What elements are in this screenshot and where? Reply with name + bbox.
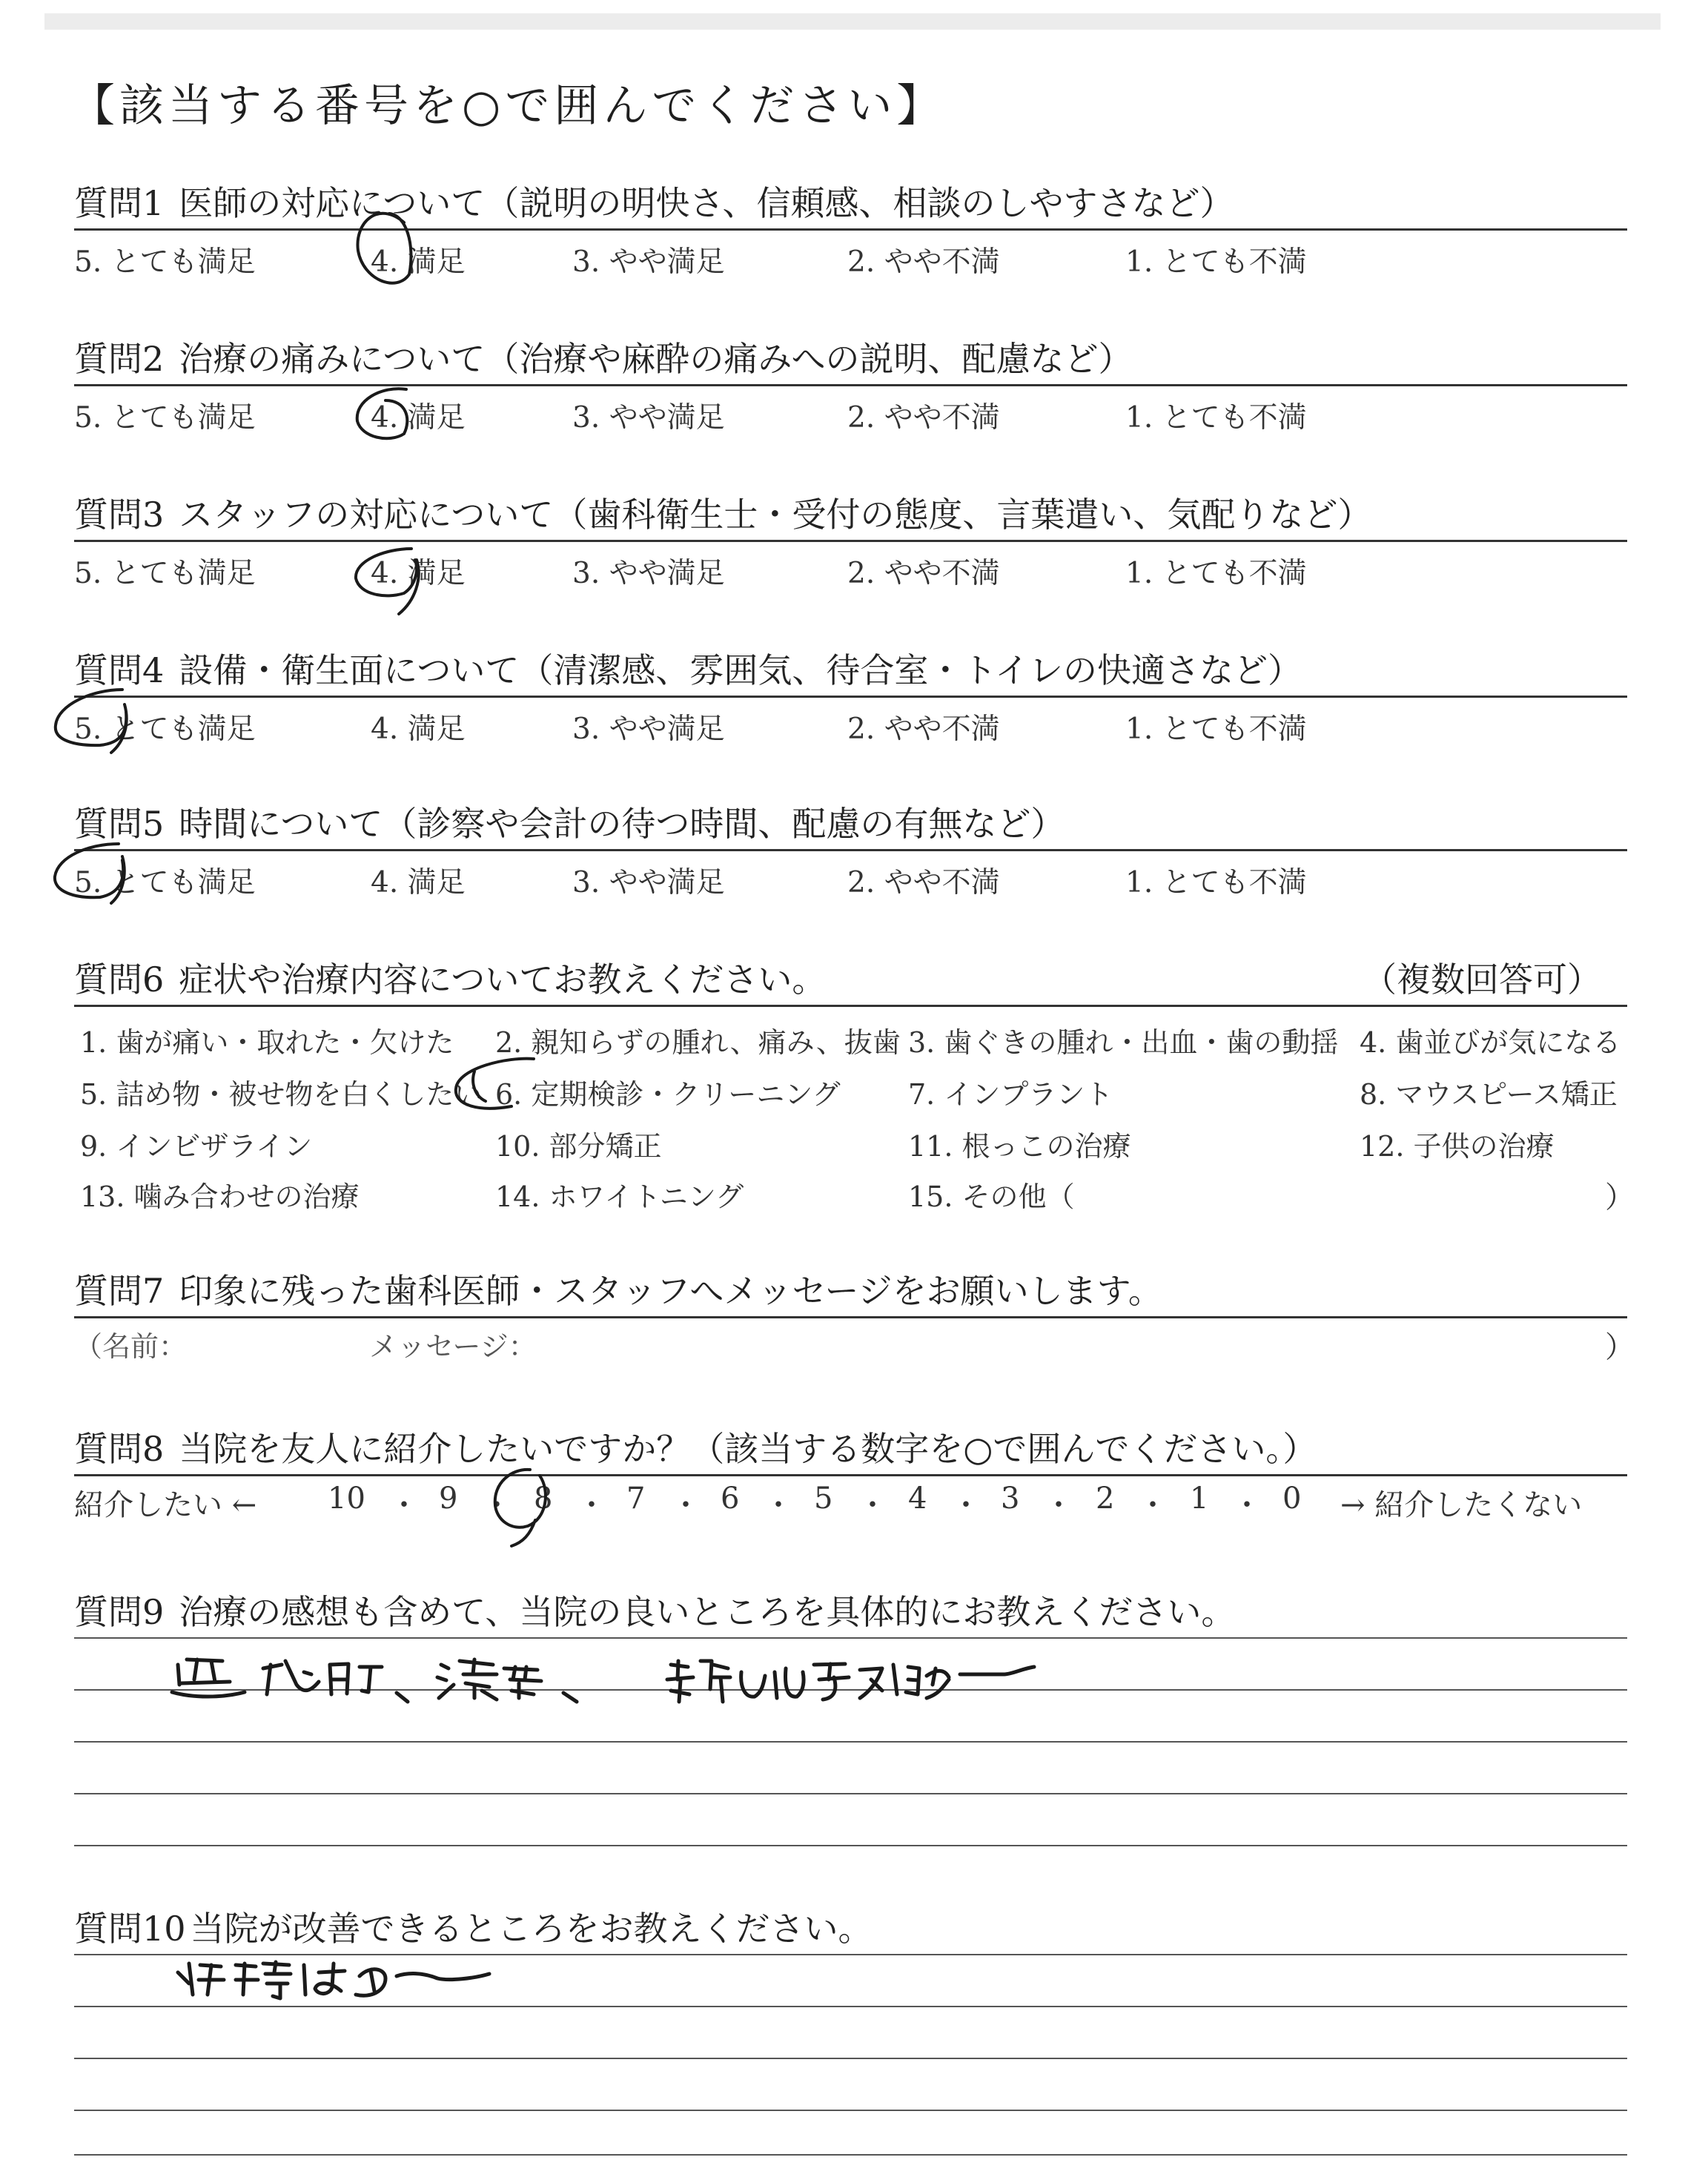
q5-option-3[interactable]: 3. やや満足 — [572, 866, 725, 899]
q2-option-2[interactable]: 2. やや不満 — [847, 401, 1000, 435]
q6-option-2[interactable]: 2. 親知らずの腫れ、痛み、抜歯 — [495, 1026, 901, 1059]
handwritten-answer-q10 — [178, 1962, 489, 1998]
scale-value-4[interactable]: 4 — [908, 1482, 927, 1516]
q6-option-12[interactable]: 12. 子供の治療 — [1360, 1130, 1555, 1163]
q1-option-3[interactable]: 3. やや満足 — [572, 245, 725, 279]
scale-dot: ・ — [482, 1488, 512, 1522]
q5-option-4[interactable]: 4. 満足 — [371, 866, 466, 899]
q6-option-1[interactable]: 1. 歯が痛い・取れた・欠けた — [80, 1026, 454, 1059]
scale-dot: ・ — [577, 1488, 606, 1522]
q4-option-5[interactable]: 5. とても満足 — [74, 713, 256, 746]
q6-option-10[interactable]: 10. 部分矯正 — [495, 1130, 662, 1163]
q6-option-9[interactable]: 9. インビザライン — [80, 1130, 313, 1163]
q1-option-5[interactable]: 5. とても満足 — [74, 245, 256, 279]
question-text: 医師の対応について（説明の明快さ、信頼感、相談のしやすさなど） — [179, 183, 1234, 223]
scale-value-8[interactable]: 8 — [534, 1482, 553, 1516]
scale-right-label: → 紹介したくない — [1340, 1488, 1583, 1522]
question-text: 治療の痛みについて（治療や麻酔の痛みへの説明、配慮など） — [179, 339, 1133, 379]
message-label: メッセージ： — [369, 1330, 537, 1363]
scale-dot: ・ — [1138, 1488, 1168, 1522]
circle-mark-q4 — [56, 690, 127, 753]
circle-mark-q6 — [456, 1059, 534, 1109]
q6-option-15[interactable]: 15. その他（ — [908, 1180, 1075, 1213]
scale-left-label: 紹介したい ← — [74, 1488, 257, 1522]
q1-option-2[interactable]: 2. やや不満 — [847, 245, 1000, 279]
question-text: スタッフの対応について（歯科衛生士・受付の態度、言葉遣い、気配りなど） — [179, 495, 1372, 535]
scale-dot: ・ — [389, 1488, 419, 1522]
question-number: 質問6 — [74, 960, 165, 1000]
question-text: 印象に残った歯科医師・スタッフへメッセージをお願いします。 — [179, 1271, 1162, 1311]
q6-option-3[interactable]: 3. 歯ぐきの腫れ・出血・歯の動揺 — [908, 1026, 1339, 1059]
q6-option-8[interactable]: 8. マウスピース矯正 — [1360, 1078, 1618, 1111]
question-number: 質問8 — [74, 1429, 165, 1469]
scale-value-6[interactable]: 6 — [721, 1482, 740, 1516]
q4-option-1[interactable]: 1. とても不満 — [1125, 713, 1307, 746]
q2-option-3[interactable]: 3. やや満足 — [572, 401, 725, 435]
q6-other-close-paren: ） — [1605, 1180, 1635, 1215]
q5-option-5[interactable]: 5. とても満足 — [74, 866, 256, 899]
q1-option-4[interactable]: 4. 満足 — [371, 245, 466, 279]
question-number: 質問10 — [74, 1909, 186, 1949]
q6-option-7[interactable]: 7. インプラント — [908, 1078, 1113, 1111]
scale-value-2[interactable]: 2 — [1096, 1482, 1115, 1516]
question-number: 質問9 — [74, 1592, 165, 1632]
circle-mark-q1 — [357, 214, 411, 283]
question-text: 症状や治療内容についてお教えください。 — [179, 960, 827, 1000]
scale-dot: ・ — [764, 1488, 793, 1522]
multiple-answers-note: （複数回答可） — [1363, 960, 1601, 1000]
scale-value-10[interactable]: 10 — [328, 1482, 365, 1516]
q6-option-13[interactable]: 13. 噛み合わせの治療 — [80, 1180, 360, 1213]
name-label: （名前： — [74, 1330, 188, 1363]
question-number: 質問7 — [74, 1271, 165, 1311]
q3-option-3[interactable]: 3. やや満足 — [572, 557, 725, 590]
q6-option-14[interactable]: 14. ホワイトニング — [495, 1180, 744, 1213]
scale-value-0[interactable]: 0 — [1282, 1482, 1302, 1516]
q1-option-1[interactable]: 1. とても不満 — [1125, 245, 1307, 279]
q6-option-6[interactable]: 6. 定期検診・クリーニング — [495, 1078, 841, 1111]
question-text: 設備・衛生面について（清潔感、雰囲気、待合室・トイレの快適さなど） — [179, 650, 1302, 690]
q4-option-3[interactable]: 3. やや満足 — [572, 713, 725, 746]
circle-mark-q2 — [357, 389, 408, 438]
question-text: 当院が改善できるところをお教えください。 — [190, 1909, 873, 1949]
q6-option-4[interactable]: 4. 歯並びが気になる — [1360, 1026, 1621, 1059]
q3-option-2[interactable]: 2. やや不満 — [847, 557, 1000, 590]
page-title: 【該当する番号を○で囲んでください】 — [70, 80, 946, 132]
question-number: 質問4 — [74, 650, 165, 690]
handwritten-answer-q9 — [172, 1659, 1034, 1702]
q5-option-1[interactable]: 1. とても不満 — [1125, 866, 1307, 899]
q4-option-2[interactable]: 2. やや不満 — [847, 713, 1000, 746]
scale-dot: ・ — [1044, 1488, 1073, 1522]
question-number: 質問1 — [74, 183, 165, 223]
q6-option-11[interactable]: 11. 根っこの治療 — [908, 1130, 1131, 1163]
scale-dot: ・ — [1232, 1488, 1262, 1522]
q7-close-paren: ） — [1605, 1330, 1635, 1364]
q3-option-1[interactable]: 1. とても不満 — [1125, 557, 1307, 590]
q5-option-2[interactable]: 2. やや不満 — [847, 866, 1000, 899]
scale-dot: ・ — [951, 1488, 981, 1522]
scale-value-7[interactable]: 7 — [626, 1482, 646, 1516]
scale-value-5[interactable]: 5 — [814, 1482, 833, 1516]
question-number: 質問5 — [74, 804, 165, 844]
q3-option-5[interactable]: 5. とても満足 — [74, 557, 256, 590]
circle-mark-q5 — [55, 844, 125, 903]
circle-mark-q3 — [356, 549, 419, 614]
q2-option-1[interactable]: 1. とても不満 — [1125, 401, 1307, 435]
q6-option-5[interactable]: 5. 詰め物・被せ物を白くしたい — [80, 1078, 483, 1111]
scale-value-1[interactable]: 1 — [1190, 1482, 1209, 1516]
scale-value-9[interactable]: 9 — [439, 1482, 458, 1516]
question-text: 時間について（診察や会計の待つ時間、配慮の有無など） — [179, 804, 1065, 844]
circle-mark-q8 — [495, 1470, 546, 1546]
scale-value-3[interactable]: 3 — [1001, 1482, 1020, 1516]
q2-option-4[interactable]: 4. 満足 — [371, 401, 466, 435]
question-number: 質問2 — [74, 339, 165, 379]
q2-option-5[interactable]: 5. とても満足 — [74, 401, 256, 435]
q4-option-4[interactable]: 4. 満足 — [371, 713, 466, 746]
question-text: 当院を友人に紹介したいですか？（該当する数字を○で囲んでください。） — [179, 1429, 1317, 1469]
q3-option-4[interactable]: 4. 満足 — [371, 557, 466, 590]
question-number: 質問3 — [74, 495, 165, 535]
scale-dot: ・ — [671, 1488, 701, 1522]
scale-dot: ・ — [858, 1488, 887, 1522]
question-text: 治療の感想も含めて、当院の良いところを具体的にお教えください。 — [179, 1592, 1236, 1632]
